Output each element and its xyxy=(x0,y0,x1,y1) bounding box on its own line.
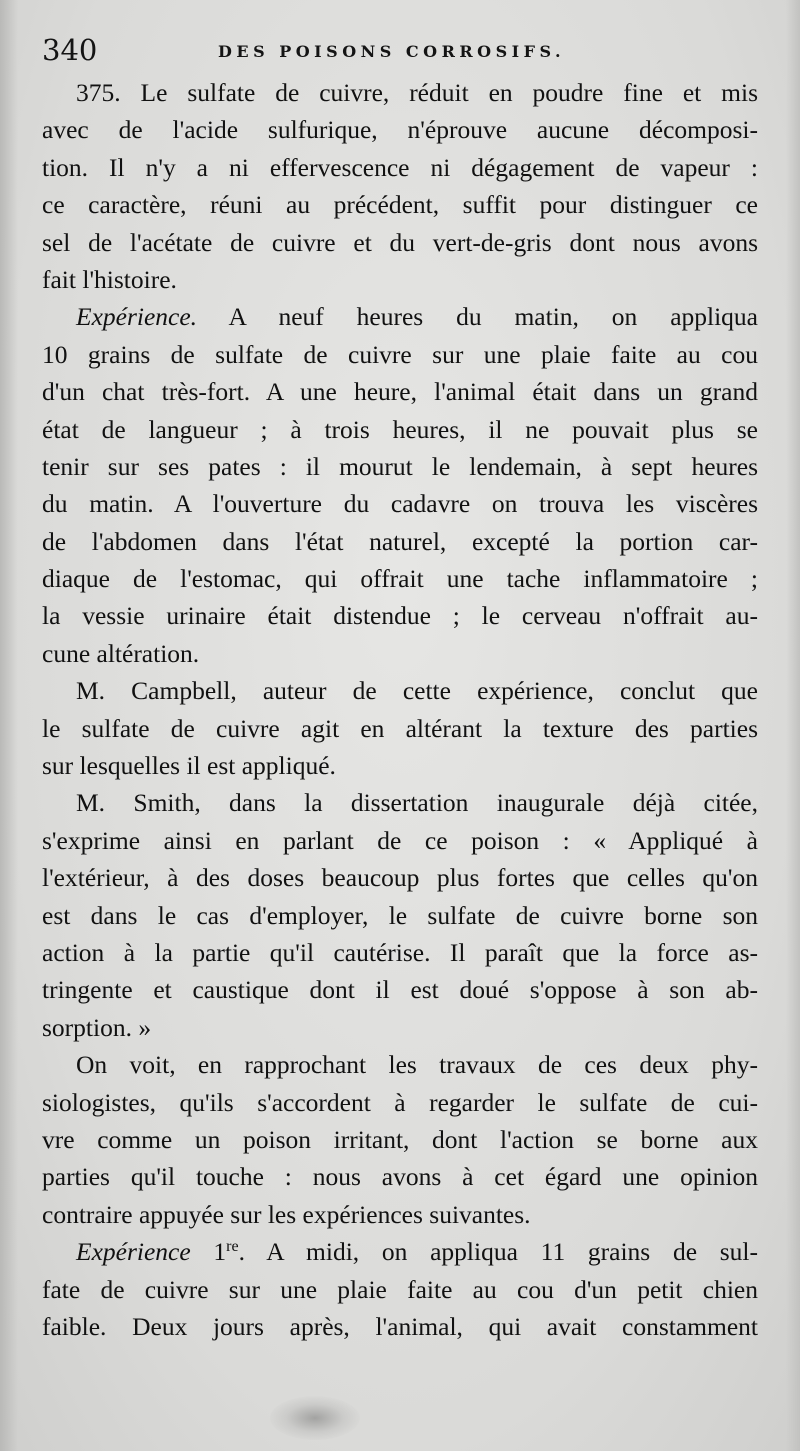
experiment-heading: Expérience. xyxy=(76,302,198,332)
text-line-paragraph-start xyxy=(42,298,758,335)
ink-smudge xyxy=(270,1396,360,1440)
text-line-paragraph-end: cune altération. xyxy=(42,638,200,668)
text-line-paragraph-start: M. Smith, dans la dissertation inaugurale déjà citée, xyxy=(76,788,758,818)
text-run: A neuf heures du matin, on appliqua xyxy=(197,302,758,332)
text-line: parties qu'il touche : nous avons à cet égard une opinion xyxy=(42,1162,758,1192)
running-title: DES POISONS CORROSIFS. xyxy=(218,42,566,61)
text-line: s'exprime ainsi en parlant de ce poison : « Appliqué à xyxy=(42,825,758,855)
text-line: 10 grains de sulfate de cuivre sur une plaie faite au cou xyxy=(42,339,758,369)
text-line-paragraph-start: 375. Le sulfate de cuivre, réduit en poudre fine et mis xyxy=(76,78,758,107)
text-line: tringente et caustique dont il est doué s'oppose à son ab- xyxy=(42,975,758,1005)
text-line: fate de cuivre sur une plaie faite au cou d'un petit chien xyxy=(42,1274,758,1304)
text-line: est dans le cas d'employer, le sulfate de cuivre borne son xyxy=(42,900,758,930)
running-head xyxy=(42,30,758,74)
text-line: du matin. A l'ouverture du cadavre on trouva les viscères xyxy=(42,489,758,519)
text-line: de l'abdomen dans l'état naturel, excepté la portion car- xyxy=(42,526,758,556)
text-line-paragraph-end: sur lesquelles il est appliqué. xyxy=(42,751,336,781)
text-line: siologistes, qu'ils s'accordent à regarder le sulfate de cui- xyxy=(42,1087,758,1117)
text-line-paragraph-start xyxy=(42,1233,758,1270)
text-line: tenir sur ses pates : il mourut le lendemain, à sept heures xyxy=(42,451,758,481)
page-edge-shadow-left xyxy=(0,0,18,1451)
text-line: ce caractère, réuni au précédent, suffit pour distinguer ce xyxy=(42,190,758,220)
text-line: sel de l'acétate de cuivre et du vert-de-gris dont nous avons xyxy=(42,227,758,257)
text-line: l'extérieur, à des doses beaucoup plus fortes que celles qu'on xyxy=(42,863,758,893)
ordinal-superscript: re xyxy=(226,1238,239,1256)
text-line: état de langueur ; à trois heures, il ne pouvait plus se xyxy=(42,414,758,444)
text-line: le sulfate de cuivre agit en altérant la texture des parties xyxy=(42,713,758,743)
text-line: tion. Il n'y a ni effervescence ni dégagement de vapeur : xyxy=(42,152,758,182)
text-line-paragraph-end: sorption. » xyxy=(42,1012,152,1042)
text-line: vre comme un poison irritant, dont l'action se borne aux xyxy=(42,1124,758,1154)
page-number: 340 xyxy=(42,33,98,67)
text-line: diaque de l'estomac, qui offrait une tache inflammatoire ; xyxy=(42,564,758,594)
text-line-paragraph-end: fait l'histoire. xyxy=(42,264,177,294)
text-line: d'un chat très-fort. A une heure, l'animal était dans un grand xyxy=(42,377,758,407)
text-line: faible. Deux jours après, l'animal, qui avait constamment xyxy=(42,1311,758,1341)
body-text xyxy=(42,74,758,1345)
text-line-paragraph-end: contraire appuyée sur les expériences suivantes. xyxy=(42,1199,531,1229)
text-line-paragraph-start: On voit, en rapprochant les travaux de ces deux phy- xyxy=(76,1050,758,1080)
text-run: . A midi, on appliqua 11 grains de sul- xyxy=(238,1237,758,1267)
page-edge-shadow-right xyxy=(786,0,800,1451)
text-line: action à la partie qu'il cautérise. Il paraît que la force as- xyxy=(42,937,758,967)
text-run: 1 xyxy=(190,1237,227,1267)
text-line-paragraph-start: M. Campbell, auteur de cette expérience, conclut que xyxy=(76,676,758,706)
text-line: la vessie urinaire était distendue ; le cerveau n'offrait au- xyxy=(42,601,758,631)
text-line: avec de l'acide sulfurique, n'éprouve aucune décomposi- xyxy=(42,115,758,145)
experiment-heading: Expérience xyxy=(76,1237,191,1267)
